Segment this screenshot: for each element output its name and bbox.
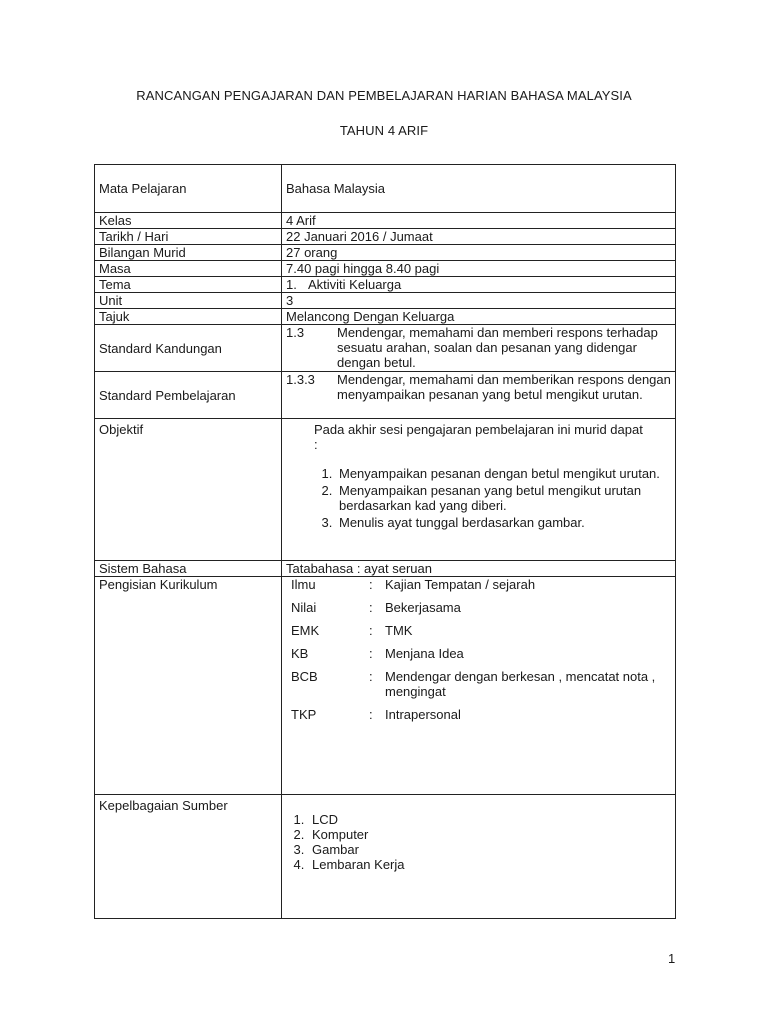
kurikulum-value: Kajian Tempatan / sejarah bbox=[385, 577, 536, 592]
sumber-item: 1. LCD bbox=[308, 812, 671, 827]
document-subtitle: TAHUN 4 ARIF bbox=[339, 123, 429, 138]
label-sistem-bahasa: Sistem Bahasa bbox=[95, 561, 282, 577]
value-pengisian-kurikulum bbox=[282, 577, 676, 795]
kurikulum-value: Menjana Idea bbox=[385, 646, 464, 661]
kurikulum-colon: : bbox=[369, 600, 373, 615]
value-sistem-bahasa: Tatabahasa : ayat seruan bbox=[282, 561, 676, 577]
kurikulum-key: Nilai bbox=[291, 600, 317, 615]
kurikulum-colon: : bbox=[369, 623, 373, 638]
sk-code: 1.3 bbox=[286, 325, 305, 340]
sumber-list bbox=[286, 812, 671, 872]
kurikulum-item bbox=[286, 600, 671, 615]
row-kelas bbox=[95, 213, 676, 229]
label-tajuk: Tajuk bbox=[95, 309, 282, 325]
row-masa bbox=[95, 261, 676, 277]
kurikulum-colon: : bbox=[369, 577, 373, 592]
row-tema bbox=[95, 277, 676, 293]
kurikulum-value: Mendengar dengan berkesan , mencatat nota , mengingat bbox=[385, 669, 656, 699]
objektif-intro: Pada akhir sesi pengajaran pembelajaran ini murid dapat : bbox=[314, 422, 643, 452]
kurikulum-key: TKP bbox=[291, 707, 317, 722]
row-tajuk bbox=[95, 309, 676, 325]
row-standard-kandungan bbox=[95, 325, 676, 372]
objektif-item: 1. Menyampaikan pesanan dengan betul mengikut urutan. bbox=[336, 466, 671, 481]
label-tema: Tema bbox=[95, 277, 282, 293]
kurikulum-item bbox=[286, 669, 671, 699]
sumber-item: 2. Komputer bbox=[308, 827, 671, 842]
row-sistem-bahasa bbox=[95, 561, 676, 577]
label-standard-pembelajaran: Standard Pembelajaran bbox=[95, 372, 282, 419]
row-standard-pembelajaran bbox=[95, 372, 676, 419]
sumber-item: 3. Gambar bbox=[308, 842, 671, 857]
objektif-item: 3. Menulis ayat tunggal berdasarkan gambar. bbox=[336, 515, 671, 530]
kurikulum-value: Bekerjasama bbox=[385, 600, 461, 615]
sumber-item: 4. Lembaran Kerja bbox=[308, 857, 671, 872]
value-mata-pelajaran: Bahasa Malaysia bbox=[282, 165, 676, 213]
sp-text: Mendengar, memahami dan memberikan respons dengan menyampaikan pesanan yang betul mengikut urutan. bbox=[337, 372, 671, 402]
label-standard-kandungan: Standard Kandungan bbox=[95, 325, 282, 372]
label-pengisian-kurikulum: Pengisian Kurikulum bbox=[95, 577, 282, 795]
kurikulum-colon: : bbox=[369, 669, 373, 684]
label-masa: Masa bbox=[95, 261, 282, 277]
document-title: RANCANGAN PENGAJARAN DAN PEMBELAJARAN HARIAN BAHASA MALAYSIA bbox=[136, 88, 632, 103]
kurikulum-item bbox=[286, 707, 671, 722]
sk-text: Mendengar, memahami dan memberi respons terhadap sesuatu arahan, soalan dan pesanan yang didengar dengan betul. bbox=[337, 325, 658, 370]
label-objektif: Objektif bbox=[95, 419, 282, 561]
sp-code: 1.3.3 bbox=[286, 372, 315, 387]
row-kepelbagaian-sumber bbox=[95, 795, 676, 919]
label-unit: Unit bbox=[95, 293, 282, 309]
kurikulum-key: EMK bbox=[291, 623, 320, 638]
label-bilangan: Bilangan Murid bbox=[95, 245, 282, 261]
kurikulum-item bbox=[286, 646, 671, 661]
tema-number: 1. bbox=[286, 277, 297, 292]
value-tajuk: Melancong Dengan Keluarga bbox=[282, 309, 676, 325]
kurikulum-key: BCB bbox=[291, 669, 318, 684]
tema-text: Aktiviti Keluarga bbox=[308, 277, 402, 292]
value-standard-kandungan bbox=[282, 325, 676, 372]
label-mata-pelajaran: Mata Pelajaran bbox=[95, 165, 282, 213]
kurikulum-value: TMK bbox=[385, 623, 413, 638]
kurikulum-item bbox=[286, 623, 671, 638]
kurikulum-key: KB bbox=[291, 646, 309, 661]
value-tema bbox=[282, 277, 676, 293]
row-tarikh bbox=[95, 229, 676, 245]
kurikulum-colon: : bbox=[369, 707, 373, 722]
value-kepelbagaian-sumber bbox=[282, 795, 676, 919]
row-mata-pelajaran bbox=[95, 165, 676, 213]
page-number: 1 bbox=[668, 951, 676, 966]
value-masa: 7.40 pagi hingga 8.40 pagi bbox=[282, 261, 676, 277]
value-standard-pembelajaran bbox=[282, 372, 676, 419]
kurikulum-colon: : bbox=[369, 646, 373, 661]
value-objektif bbox=[282, 419, 676, 561]
lesson-plan-table bbox=[94, 164, 676, 919]
label-tarikh: Tarikh / Hari bbox=[95, 229, 282, 245]
row-bilangan bbox=[95, 245, 676, 261]
objektif-item: 2. Menyampaikan pesanan yang betul mengikut urutan berdasarkan kad yang diberi. bbox=[336, 483, 671, 513]
objektif-list bbox=[314, 466, 671, 530]
value-tarikh: 22 Januari 2016 / Jumaat bbox=[282, 229, 676, 245]
value-kelas: 4 Arif bbox=[282, 213, 676, 229]
row-pengisian-kurikulum bbox=[95, 577, 676, 795]
label-kelas: Kelas bbox=[95, 213, 282, 229]
kurikulum-item bbox=[286, 577, 671, 592]
kurikulum-key: Ilmu bbox=[291, 577, 316, 592]
value-bilangan: 27 orang bbox=[282, 245, 676, 261]
kurikulum-value: Intrapersonal bbox=[385, 707, 461, 722]
label-kepelbagaian-sumber: Kepelbagaian Sumber bbox=[95, 795, 282, 919]
row-objektif bbox=[95, 419, 676, 561]
row-unit bbox=[95, 293, 676, 309]
value-unit: 3 bbox=[282, 293, 676, 309]
